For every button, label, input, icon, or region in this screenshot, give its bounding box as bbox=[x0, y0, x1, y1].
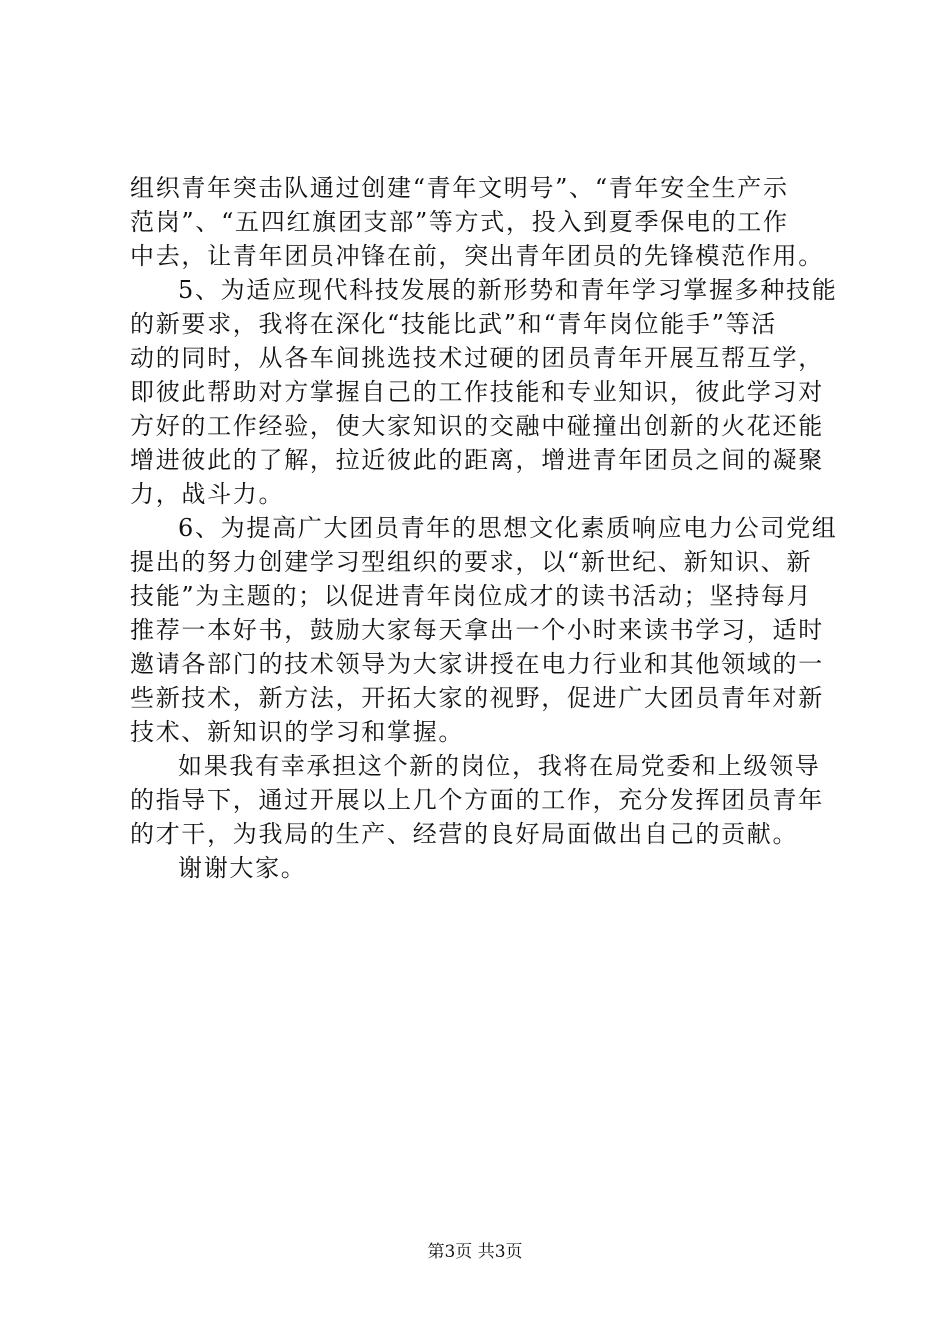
text-line: 动的同时，从各车间挑选技术过硬的团员青年开展互帮互学， bbox=[130, 344, 824, 372]
text-line: 的指导下，通过开展以上几个方面的工作，充分发挥团员青年 bbox=[130, 786, 824, 814]
page-number-footer: 第3页 共3页 bbox=[427, 1242, 523, 1262]
text-line: 提出的努力创建学习型组织的要求，以“新世纪、新知识、新 bbox=[130, 548, 813, 576]
text-line: 中去，让青年团员冲锋在前，突出青年团员的先锋模范作用。 bbox=[130, 242, 824, 270]
text-line: 增进彼此的了解，拉近彼此的距离，增进青年团员之间的凝聚 bbox=[130, 446, 824, 474]
closing-paragraph-first-line: 如果我有幸承担这个新的岗位，我将在局党委和上级领导 bbox=[178, 752, 821, 780]
text-line: 技能”为主题的；以促进青年岗位成才的读书活动；坚持每月 bbox=[130, 582, 813, 610]
text-line: 方好的工作经验，使大家知识的交融中碰撞出创新的火花还能 bbox=[130, 412, 824, 440]
text-line: 组织青年突击队通过创建“青年文明号”、“青年安全生产示 bbox=[130, 174, 789, 202]
document-body bbox=[130, 171, 838, 885]
text-line: 范岗”、“五四红旗团支部”等方式，投入到夏季保电的工作 bbox=[130, 208, 789, 236]
text-line: 技术、新知识的学习和掌握。 bbox=[130, 718, 465, 746]
text-line: 些新技术，新方法，开拓大家的视野，促进广大团员青年对新 bbox=[130, 684, 824, 712]
text-line: 力，战斗力。 bbox=[130, 480, 285, 508]
text-line: 推荐一本好书，鼓励大家每天拿出一个小时来读书学习，适时 bbox=[130, 616, 824, 644]
text-line: 邀请各部门的技术领导为大家讲授在电力行业和其他领域的一 bbox=[130, 650, 824, 678]
thanks-line: 谢谢大家。 bbox=[178, 854, 307, 882]
text-line: 的才干，为我局的生产、经营的良好局面做出自己的贡献。 bbox=[130, 820, 799, 848]
text-line: 的新要求，我将在深化“技能比武”和“青年岗位能手”等活 bbox=[130, 310, 777, 338]
text-line: 即彼此帮助对方掌握自己的工作技能和专业知识，彼此学习对 bbox=[130, 378, 824, 406]
paragraph-5-first-line: 5、为适应现代科技发展的新形势和青年学习掌握多种技能 bbox=[178, 276, 838, 304]
paragraph-6-first-line: 6、为提高广大团员青年的思想文化素质响应电力公司党组 bbox=[178, 514, 838, 542]
